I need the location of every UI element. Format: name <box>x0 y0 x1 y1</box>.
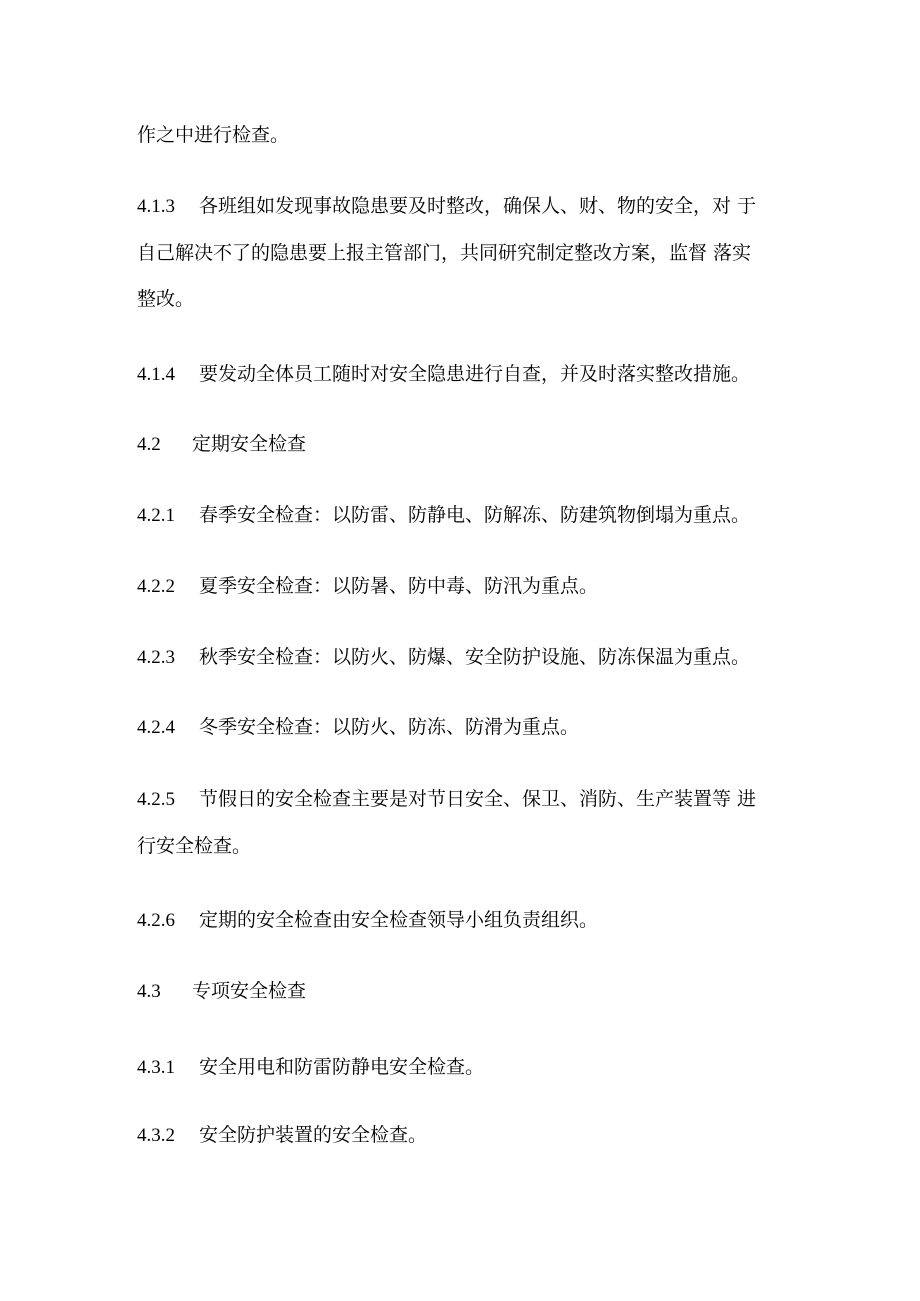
paragraph-line <box>137 897 787 944</box>
section-number: 4.2.3 <box>137 647 175 668</box>
paragraph-line <box>137 1112 787 1159</box>
paragraph-text: 春季安全检查：以防雷、防静电、防解冻、防建筑物倒塌为重点。 <box>199 504 751 526</box>
paragraph-4-3-2 <box>137 1112 787 1159</box>
section-number: 4.1.3 <box>137 196 175 217</box>
paragraph-line <box>137 704 787 751</box>
section-number: 4.3.2 <box>137 1125 175 1146</box>
paragraph-4-3-1 <box>137 1044 787 1091</box>
paragraph-text: 定期的安全检查由安全检查领导小组负责组织。 <box>199 909 599 931</box>
paragraph-line: 自己解决不了的隐患要上报主管部门，共同研究制定整改方案，监督 落实 <box>137 242 752 264</box>
paragraph-4-2-4 <box>137 704 787 751</box>
paragraph-4-2-1 <box>137 492 787 539</box>
section-number: 4.3.1 <box>137 1057 175 1078</box>
paragraph-line <box>137 183 787 230</box>
paragraph-4-1-4 <box>137 351 787 398</box>
paragraph-line <box>137 968 787 1015</box>
paragraph-text: 夏季安全检查：以防暑、防中毒、防汛为重点。 <box>199 575 599 597</box>
paragraph-line: 作之中进行检查。 <box>137 124 290 146</box>
paragraph-text: 安全用电和防雷防静电安全检查。 <box>199 1056 485 1078</box>
section-number: 4.2.5 <box>137 789 175 810</box>
paragraph-line: 整改。 <box>137 288 195 310</box>
paragraph-4-2-6 <box>137 897 787 944</box>
paragraph-text: 冬季安全检查：以防火、防冻、防滑为重点。 <box>199 716 580 738</box>
paragraph-text: 各班组如发现事故隐患要及时整改，确保人、财、物的安全，对 于 <box>199 195 757 217</box>
paragraph-4-1-3 <box>137 183 787 322</box>
section-number: 4.2.1 <box>137 505 175 526</box>
paragraph-4-2-5 <box>137 776 787 869</box>
section-title: 定期安全检查 <box>192 433 307 455</box>
section-number: 4.1.4 <box>137 364 175 385</box>
paragraph-line <box>137 563 787 610</box>
paragraph-text: 要发动全体员工随时对安全隐患进行自查，并及时落实整改措施。 <box>199 363 751 385</box>
section-heading-4-2 <box>137 421 787 468</box>
section-number: 4.2.4 <box>137 717 175 738</box>
paragraph-line <box>137 421 787 468</box>
paragraph-line <box>137 1044 787 1091</box>
paragraph-line <box>137 776 787 823</box>
section-number: 4.2 <box>137 434 161 455</box>
paragraph-line <box>137 492 787 539</box>
paragraph-line: 行安全检查。 <box>137 835 252 857</box>
paragraph-text: 安全防护装置的安全检查。 <box>199 1124 428 1146</box>
paragraph-line <box>137 634 787 681</box>
section-number: 4.2.6 <box>137 910 175 931</box>
paragraph-continuation <box>137 112 787 158</box>
paragraph-4-2-2 <box>137 563 787 610</box>
paragraph-text: 节假日的安全检查主要是对节日安全、保卫、消防、生产装置等 进 <box>199 788 757 810</box>
section-heading-4-3 <box>137 968 787 1015</box>
section-number: 4.3 <box>137 981 161 1002</box>
section-number: 4.2.2 <box>137 576 175 597</box>
paragraph-line <box>137 351 787 398</box>
paragraph-text: 秋季安全检查：以防火、防爆、安全防护设施、防冻保温为重点。 <box>199 646 751 668</box>
section-title: 专项安全检查 <box>192 980 307 1002</box>
paragraph-4-2-3 <box>137 634 787 681</box>
